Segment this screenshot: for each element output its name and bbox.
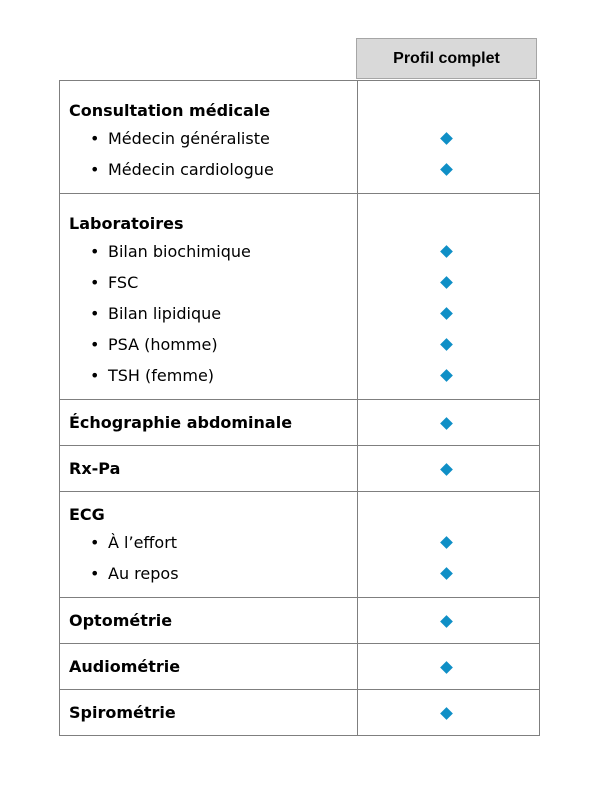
section-label-cell — [60, 81, 358, 194]
section-title: Spirométrie — [69, 703, 176, 722]
section-mark-cell — [358, 400, 540, 446]
diamond-icon — [440, 307, 453, 320]
section-label-cell — [60, 598, 358, 644]
list-item — [60, 360, 357, 391]
list-item — [60, 329, 357, 360]
section-title: ECG — [69, 505, 105, 524]
diamond-icon — [440, 163, 453, 176]
section-row-laboratoires — [60, 194, 540, 400]
section-label-cell — [60, 446, 358, 492]
section-row-optometrie — [60, 598, 540, 644]
section-mark-cell — [358, 81, 540, 194]
list-item-label: Bilan lipidique — [108, 304, 222, 323]
column-header-profil-complet — [356, 38, 537, 79]
list-item — [60, 267, 357, 298]
section-row-consultation — [60, 81, 540, 194]
section-row-rx-pa — [60, 446, 540, 492]
list-item-label: Médecin cardiologue — [108, 160, 274, 179]
section-row-echographie — [60, 400, 540, 446]
bullet-icon: • — [90, 533, 100, 552]
list-item-label: Médecin généraliste — [108, 129, 270, 148]
section-label-cell — [60, 400, 358, 446]
bullet-icon: • — [90, 242, 100, 261]
bullet-icon: • — [90, 564, 100, 583]
section-title: Audiométrie — [69, 657, 181, 676]
diamond-icon — [440, 369, 453, 382]
section-mark-cell — [358, 690, 540, 736]
diamond-icon — [440, 463, 453, 476]
diamond-icon — [440, 417, 453, 430]
section-label-cell — [60, 690, 358, 736]
section-row-spirometrie — [60, 690, 540, 736]
list-item-label: Au repos — [108, 564, 179, 583]
diamond-icon — [440, 276, 453, 289]
diamond-icon — [440, 338, 453, 351]
section-title: Échographie abdominale — [69, 413, 293, 432]
section-title: Optométrie — [69, 611, 173, 630]
bullet-icon: • — [90, 304, 100, 323]
bullet-icon: • — [90, 273, 100, 292]
diamond-icon — [440, 567, 453, 580]
list-item-label: TSH (femme) — [108, 366, 215, 385]
section-mark-cell — [358, 446, 540, 492]
list-item-label: PSA (homme) — [108, 335, 218, 354]
diamond-icon — [440, 132, 453, 145]
diamond-icon — [440, 536, 453, 549]
diamond-icon — [440, 707, 453, 720]
list-item — [60, 154, 357, 185]
section-mark-cell — [358, 644, 540, 690]
bullet-icon: • — [90, 335, 100, 354]
list-item — [60, 527, 357, 558]
section-label-cell — [60, 644, 358, 690]
list-item — [60, 236, 357, 267]
section-row-ecg — [60, 492, 540, 598]
section-mark-cell — [358, 492, 540, 598]
bullet-icon: • — [90, 160, 100, 179]
bullet-icon: • — [90, 129, 100, 148]
section-title: Consultation médicale — [69, 101, 271, 120]
section-label-cell — [60, 194, 358, 400]
list-item-label: À l’effort — [108, 533, 178, 552]
column-header-label: Profil complet — [393, 49, 500, 67]
diamond-icon — [440, 245, 453, 258]
list-item-label: Bilan biochimique — [108, 242, 251, 261]
section-label-cell — [60, 492, 358, 598]
section-mark-cell — [358, 598, 540, 644]
list-item-label: FSC — [108, 273, 139, 292]
list-item — [60, 298, 357, 329]
services-table — [59, 80, 540, 736]
diamond-icon — [440, 615, 453, 628]
list-item — [60, 558, 357, 589]
section-title: Rx-Pa — [69, 459, 121, 478]
diamond-icon — [440, 661, 453, 674]
section-row-audiometrie — [60, 644, 540, 690]
section-mark-cell — [358, 194, 540, 400]
bullet-icon: • — [90, 366, 100, 385]
section-title: Laboratoires — [69, 214, 184, 233]
list-item — [60, 123, 357, 154]
